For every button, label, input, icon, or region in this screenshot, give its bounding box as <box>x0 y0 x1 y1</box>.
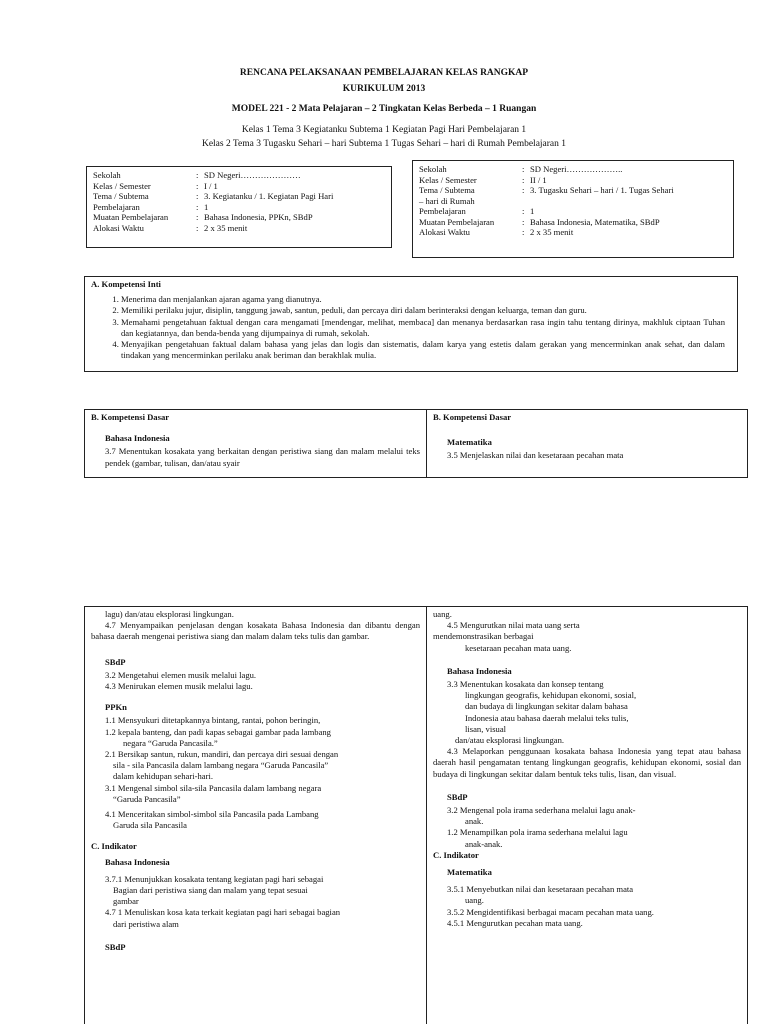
subject-bahasa-indonesia: Bahasa Indonesia <box>105 433 170 444</box>
class2-identity-box <box>412 160 734 258</box>
kd-bi-3-3: 3.3 Menentukan kosakata dan konsep tentang <box>447 679 604 690</box>
kd-mat-3-5-cont: uang. <box>433 609 452 619</box>
kd-bi-4-3: 4.3 Melaporkan penggunaan kosakata bahasa Indonesia yang tepat atau bahasa daerah hasil pengamatan tentang lingkungan geografis, kehidupan ekonomi, sosial dan budaya di lingkungan sekitar dalam bentuk teks tulis, lisan, dan visual. <box>433 746 741 779</box>
indicator-3-7-1-cont2: gambar <box>113 896 139 907</box>
class1-identity-box <box>86 166 392 248</box>
kd-ppkn-4-1-cont: Garuda sila Pancasila <box>113 820 187 831</box>
indicator-3-5-2: 3.5.2 Mengidentifikasi berbagai macam pecahan mata uang. <box>447 906 654 917</box>
kd-ppkn-3-1-cont: “Garuda Pancasila” <box>113 793 181 804</box>
kd-bi-3-7-cont: lagu) dan/atau eksplorasi lingkungan. <box>105 609 234 619</box>
doc-model: MODEL 221 - 2 Mata Pelajaran – 2 Tingkatan Kelas Berbeda – 1 Ruangan <box>231 104 537 114</box>
kd-mat-4-5-cont: mendemonstrasikan berbagai <box>433 631 534 642</box>
kd-bi-3-3-cont3: Indonesia atau bahasa daerah melalui teks tulis, <box>465 712 629 723</box>
indicator-3-7-1: 3.7.1 Menunjukkan kosakata tentang kegiatan pagi hari sebagai <box>105 873 324 884</box>
subject-sbdp-2: SBdP <box>447 791 468 802</box>
subject-ppkn: PPKn <box>105 702 127 713</box>
kd-sbdp-1-2: 1.2 Menampilkan pola irama sederhana melalui lagu <box>447 827 628 838</box>
core-competency-title: A. Kompetensi Inti <box>91 279 161 289</box>
basic-competency-top-table <box>84 409 748 478</box>
indicator-4-5-1: 4.5.1 Mengurutkan pecahan mata uang. <box>447 917 583 928</box>
kd-ppkn-1-2: 1.2 kepala banteng, dan padi kapas sebagai gambar pada lambang <box>105 726 331 737</box>
indicator-title-left: C. Indikator <box>91 841 137 852</box>
kd-bi-3-3-cont4: lisan, visual <box>465 723 507 734</box>
kd-bi-3-3-cont5: dan/atau eksplorasi lingkungan. <box>455 735 565 746</box>
class2-row-lesson: Pembelajaran : 1 <box>419 206 535 216</box>
indicator-3-7-1-cont: Bagian dari peristiwa siang dan malam yang tepat sesuai <box>113 885 308 896</box>
indicator-4-7-1: 4.7 1 Menuliskan kosa kata terkait kegiatan pagi hari sebagai bagian <box>105 907 341 918</box>
core-competency-item: 4. Menyajikan pengetahuan faktual dalam bahasa yang jelas dan logis dan sistematis, dalam karya yang estetis dalam gerakan yang mencerminkan anak sehat, dan dalam tindakan yang mencerminkan perilaku anak beriman dan berakhlak mulia. <box>121 339 731 361</box>
kd-bi-3-3-cont2: dan budaya di lingkungan sekitar dalam bahasa <box>465 701 628 712</box>
kd-mat-3-5: 3.5 Menjelaskan nilai dan kesetaraan pecahan mata <box>447 450 624 461</box>
indicator-subject-sbdp: SBdP <box>105 941 126 952</box>
kd-bi-4-7: 4.7 Menyampaikan penjelasan dengan kosakata Bahasa Indonesia dan dibantu dengan bahasa daerah mengenai peristiwa siang dan malam dalam teks tulis dan gambar. <box>91 620 420 642</box>
kd-ppkn-4-1: 4.1 Menceritakan simbol-simbol sila Pancasila pada Lambang <box>105 809 319 820</box>
class2-row-school: Sekolah : SD Negeri……………….. <box>419 164 623 174</box>
class1-row-subjects: Muatan Pembelajaran : Bahasa Indonesia, PPKn, SBdP <box>93 212 313 222</box>
class1-row-theme: Tema / Subtema : 3. Kegiatanku / 1. Kegiatan Pagi Hari <box>93 191 334 201</box>
kd-ppkn-2-1: 2.1 Bersikap santun, rukun, mandiri, dan percaya diri sesuai dengan <box>105 749 339 760</box>
kd-bi-3-3-cont: lingkungan geografis, kehidupan ekonomi, sosial, <box>465 690 637 701</box>
subject-bahasa-indonesia-2: Bahasa Indonesia <box>447 665 512 676</box>
doc-class1-line: Kelas 1 Tema 3 Kegiatanku Subtema 1 Kegiatan Pagi Hari Pembelajaran 1 <box>241 125 527 135</box>
doc-curriculum: KURIKULUM 2013 <box>342 84 426 94</box>
kd-sbdp-4-3: 4.3 Menirukan elemen musik melalui lagu. <box>105 681 253 692</box>
kd-bi-3-7: 3.7 Menentukan kosakata yang berkaitan dengan peristiwa siang dan malam melalui teks pendek (gambar, tulisan, dan/atau syair <box>105 446 420 468</box>
kd-sbdp-3-2-b: 3.2 Mengenal pola irama sederhana melalui lagu anak- <box>447 805 636 816</box>
kd-mat-4-5: 4.5 Mengurutkan nilai mata uang serta <box>447 620 580 631</box>
class2-row-semester: Kelas / Semester : II / 1 <box>419 174 547 185</box>
kd-sbdp-3-2-b-cont: anak. <box>465 816 484 827</box>
core-competency-item: 2. Memiliki perilaku jujur, disiplin, tanggung jawab, santun, peduli, dan percaya diri dalam berinteraksi dengan keluarga, teman dan guru. <box>121 305 731 316</box>
doc-title: RENCANA PELAKSANAAN PEMBELAJARAN KELAS RANGKAP <box>239 68 529 78</box>
basic-competency-top-right <box>427 410 747 477</box>
kd-mat-4-5-cont2: kesetaraan pecahan mata uang. <box>465 642 572 653</box>
core-competency-box <box>84 276 738 372</box>
indicator-4-7-1-cont: dari peristiwa alam <box>113 918 179 929</box>
basic-competency-top-left <box>85 410 427 477</box>
basic-competency-title-left: B. Kompetensi Dasar <box>91 412 170 422</box>
kd-ppkn-1-1: 1.1 Mensyukuri ditetapkannya bintang, rantai, pohon beringin, <box>105 715 321 726</box>
continued-left-column <box>85 607 427 1024</box>
kd-ppkn-1-2-cont: negara “Garuda Pancasila.” <box>123 737 218 748</box>
core-competency-item: 3. Memahami pengetahuan faktual dengan cara mengamati [mendengar, melihat, membaca] dan menanya berdasarkan rasa ingin tahu tentang dirinya, makhluk ciptaan Tuhan dan kegiatannya, dan benda-benda yang dijumpainya di rumah, sekolah. <box>121 317 731 339</box>
subject-matematika: Matematika <box>447 437 492 448</box>
class2-row-time: Alokasi Waktu : 2 x 35 menit <box>419 227 574 237</box>
basic-competency-title-right: B. Kompetensi Dasar <box>433 412 512 422</box>
indicator-subject-mat: Matematika <box>447 867 492 878</box>
doc-class2-line: Kelas 2 Tema 3 Tugasku Sehari – hari Subtema 1 Tugas Sehari – hari di Rumah Pembelajaran 1 <box>201 139 567 149</box>
kd-sbdp-3-2: 3.2 Mengetahui elemen musik melalui lagu. <box>105 669 257 680</box>
class2-row-theme-cont: – hari di Rumah <box>419 195 475 206</box>
kd-ppkn-3-1: 3.1 Mengenal simbol sila-sila Pancasila dalam lambang negara <box>105 782 322 793</box>
core-competency-item: 1. Menerima dan menjalankan ajaran agama yang dianutnya. <box>121 294 731 305</box>
kd-ppkn-2-1-cont2: dalam kehidupan sehari-hari. <box>113 771 213 782</box>
class1-row-time: Alokasi Waktu : 2 x 35 menit <box>93 222 248 233</box>
indicator-3-5-1-cont: uang. <box>465 895 484 906</box>
basic-competency-continued-table <box>84 606 748 1024</box>
core-competency-list <box>91 294 731 361</box>
class1-row-semester: Kelas / Semester : I / 1 <box>93 180 218 191</box>
indicator-3-5-1: 3.5.1 Menyebutkan nilai dan kesetaraan pecahan mata <box>447 884 634 895</box>
class2-row-subjects: Muatan Pembelajaran : Bahasa Indonesia, Matematika, SBdP <box>419 216 660 227</box>
kd-sbdp-1-2-cont: anak-anak. <box>465 838 503 849</box>
class1-row-school: Sekolah : SD Negeri………………… <box>93 170 301 180</box>
indicator-title-right: C. Indikator <box>433 849 479 860</box>
class2-row-theme: Tema / Subtema : 3. Tugasku Sehari – hari / 1. Tugas Sehari <box>419 185 674 195</box>
subject-sbdp: SBdP <box>105 656 126 667</box>
class1-row-lesson: Pembelajaran : 1 <box>93 201 209 212</box>
indicator-subject-bi: Bahasa Indonesia <box>105 856 170 867</box>
continued-right-column <box>427 607 747 1024</box>
kd-ppkn-2-1-cont: sila - sila Pancasila dalam lambang negara “Garuda Pancasila” <box>113 760 329 771</box>
